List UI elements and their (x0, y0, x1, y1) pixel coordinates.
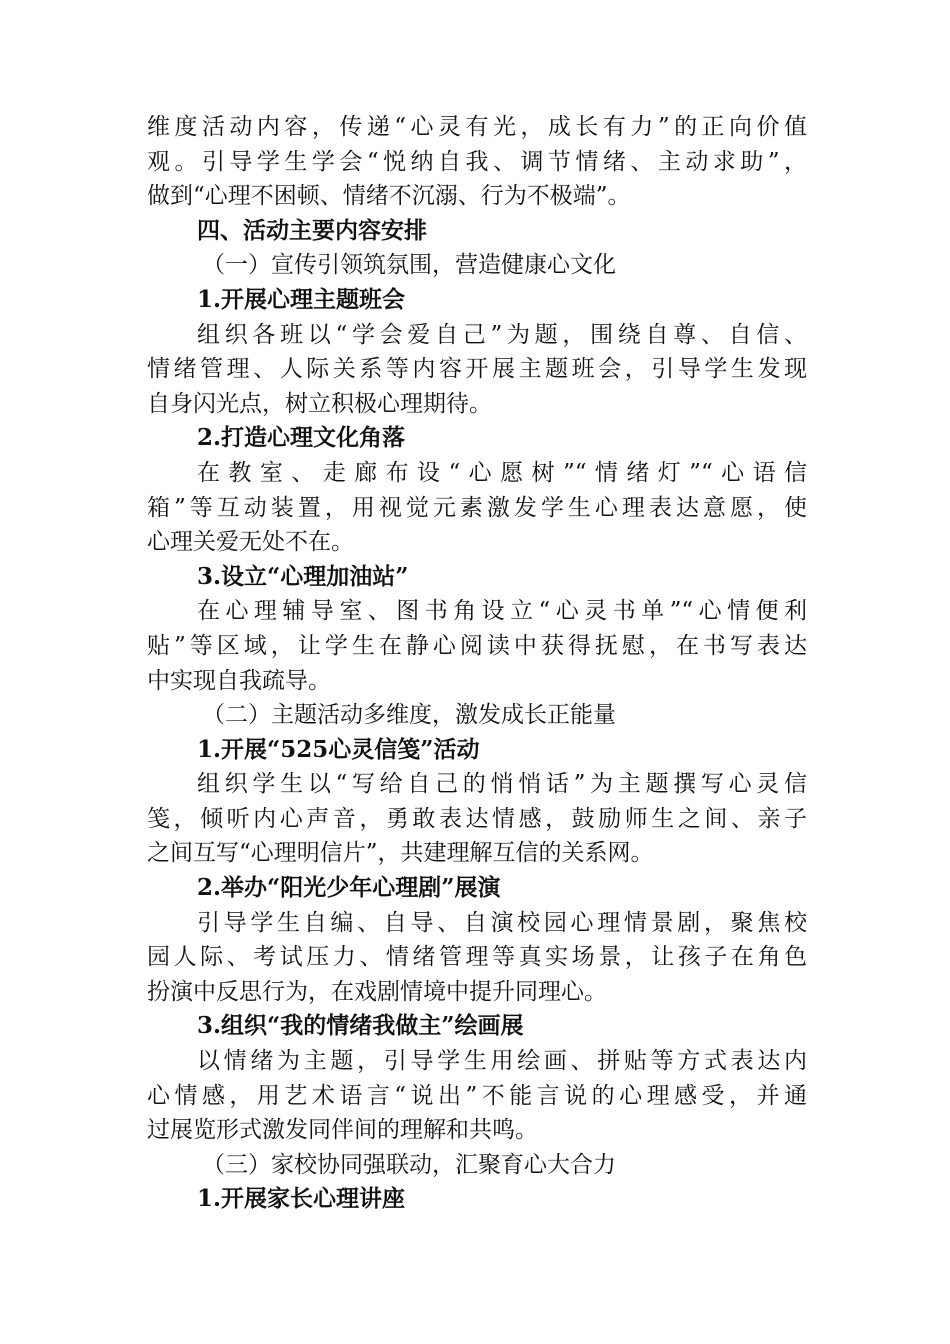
paragraph-line: 之间互写“心理明信片”，共建理解互信的关系网。 (147, 840, 654, 867)
paragraph-line: 园人际、考试压力、情绪管理等真实场景，让孩子在角色 (147, 944, 807, 971)
item-heading: 2.打造心理文化角落 (197, 424, 406, 452)
paragraph-line: 引导学生自编、自导、自演校园心理情景剧，聚焦校 (197, 909, 807, 936)
item-heading: 3.设立“心理加油站” (197, 562, 409, 590)
paragraph-line: 贴”等区域，让学生在静心阅读中获得抚慰，在书写表达 (147, 632, 807, 659)
intro-line: 做到“心理不困顿、情绪不沉溺、行为不极端”。 (147, 183, 631, 210)
intro-line: 维度活动内容，传递“心灵有光，成长有力”的正向价值 (147, 114, 807, 140)
item-heading: 2.举办“阳光少年心理剧”展演 (197, 874, 501, 902)
item-heading: 1.开展心理主题班会 (197, 285, 406, 313)
part-heading: （二）主题活动多维度，激发成长正能量 (202, 702, 616, 729)
item-heading: 1.开展“525心灵信笺”活动 (197, 735, 480, 763)
part-heading: （三）家校协同强联动，汇聚育心大合力 (202, 1151, 616, 1178)
paragraph-line: 扮演中反思行为，在戏剧情境中提升同理心。 (147, 978, 607, 1005)
paragraph-line: 组织学生以“写给自己的悄悄话”为主题撰写心灵信 (197, 771, 807, 798)
item-heading: 1.开展家长心理讲座 (197, 1185, 406, 1213)
paragraph-line: 心情感，用艺术语言“说出”不能言说的心理感受，并通 (147, 1082, 807, 1109)
paragraph-line: 过展览形式激发同伴间的理解和共鸣。 (147, 1117, 538, 1144)
paragraph-line: 箱”等互动装置，用视觉元素激发学生心理表达意愿，使 (147, 494, 807, 521)
item-heading: 3.组织“我的情绪我做主”绘画展 (197, 1012, 524, 1040)
paragraph-line: 组织各班以“学会爱自己”为题，围绕自尊、自信、 (197, 321, 807, 348)
intro-line: 观。引导学生学会“悦纳自我、调节情绪、主动求助”， (147, 148, 807, 175)
paragraph-line: 在教室、走廊布设“心愿树”“情绪灯”“心语信 (197, 459, 807, 486)
section-heading: 四、活动主要内容安排 (197, 216, 427, 244)
part-heading: （一）宣传引领筑氛围，营造健康心文化 (202, 252, 616, 279)
paragraph-line: 心理关爱无处不在。 (147, 529, 354, 556)
paragraph-line: 中实现自我疏导。 (147, 667, 331, 694)
paragraph-line: 自身闪光点，树立积极心理期待。 (147, 390, 492, 417)
paragraph-line: 以情绪为主题，引导学生用绘画、拼贴等方式表达内 (197, 1048, 807, 1075)
paragraph-line: 在心理辅导室、图书角设立“心灵书单”“心情便利 (197, 598, 807, 625)
document-body (147, 110, 807, 1217)
paragraph-line: 情绪管理、人际关系等内容开展主题班会，引导学生发现 (147, 356, 807, 383)
paragraph-line: 笺，倾听内心声音，勇敢表达情感，鼓励师生之间、亲子 (147, 805, 807, 832)
